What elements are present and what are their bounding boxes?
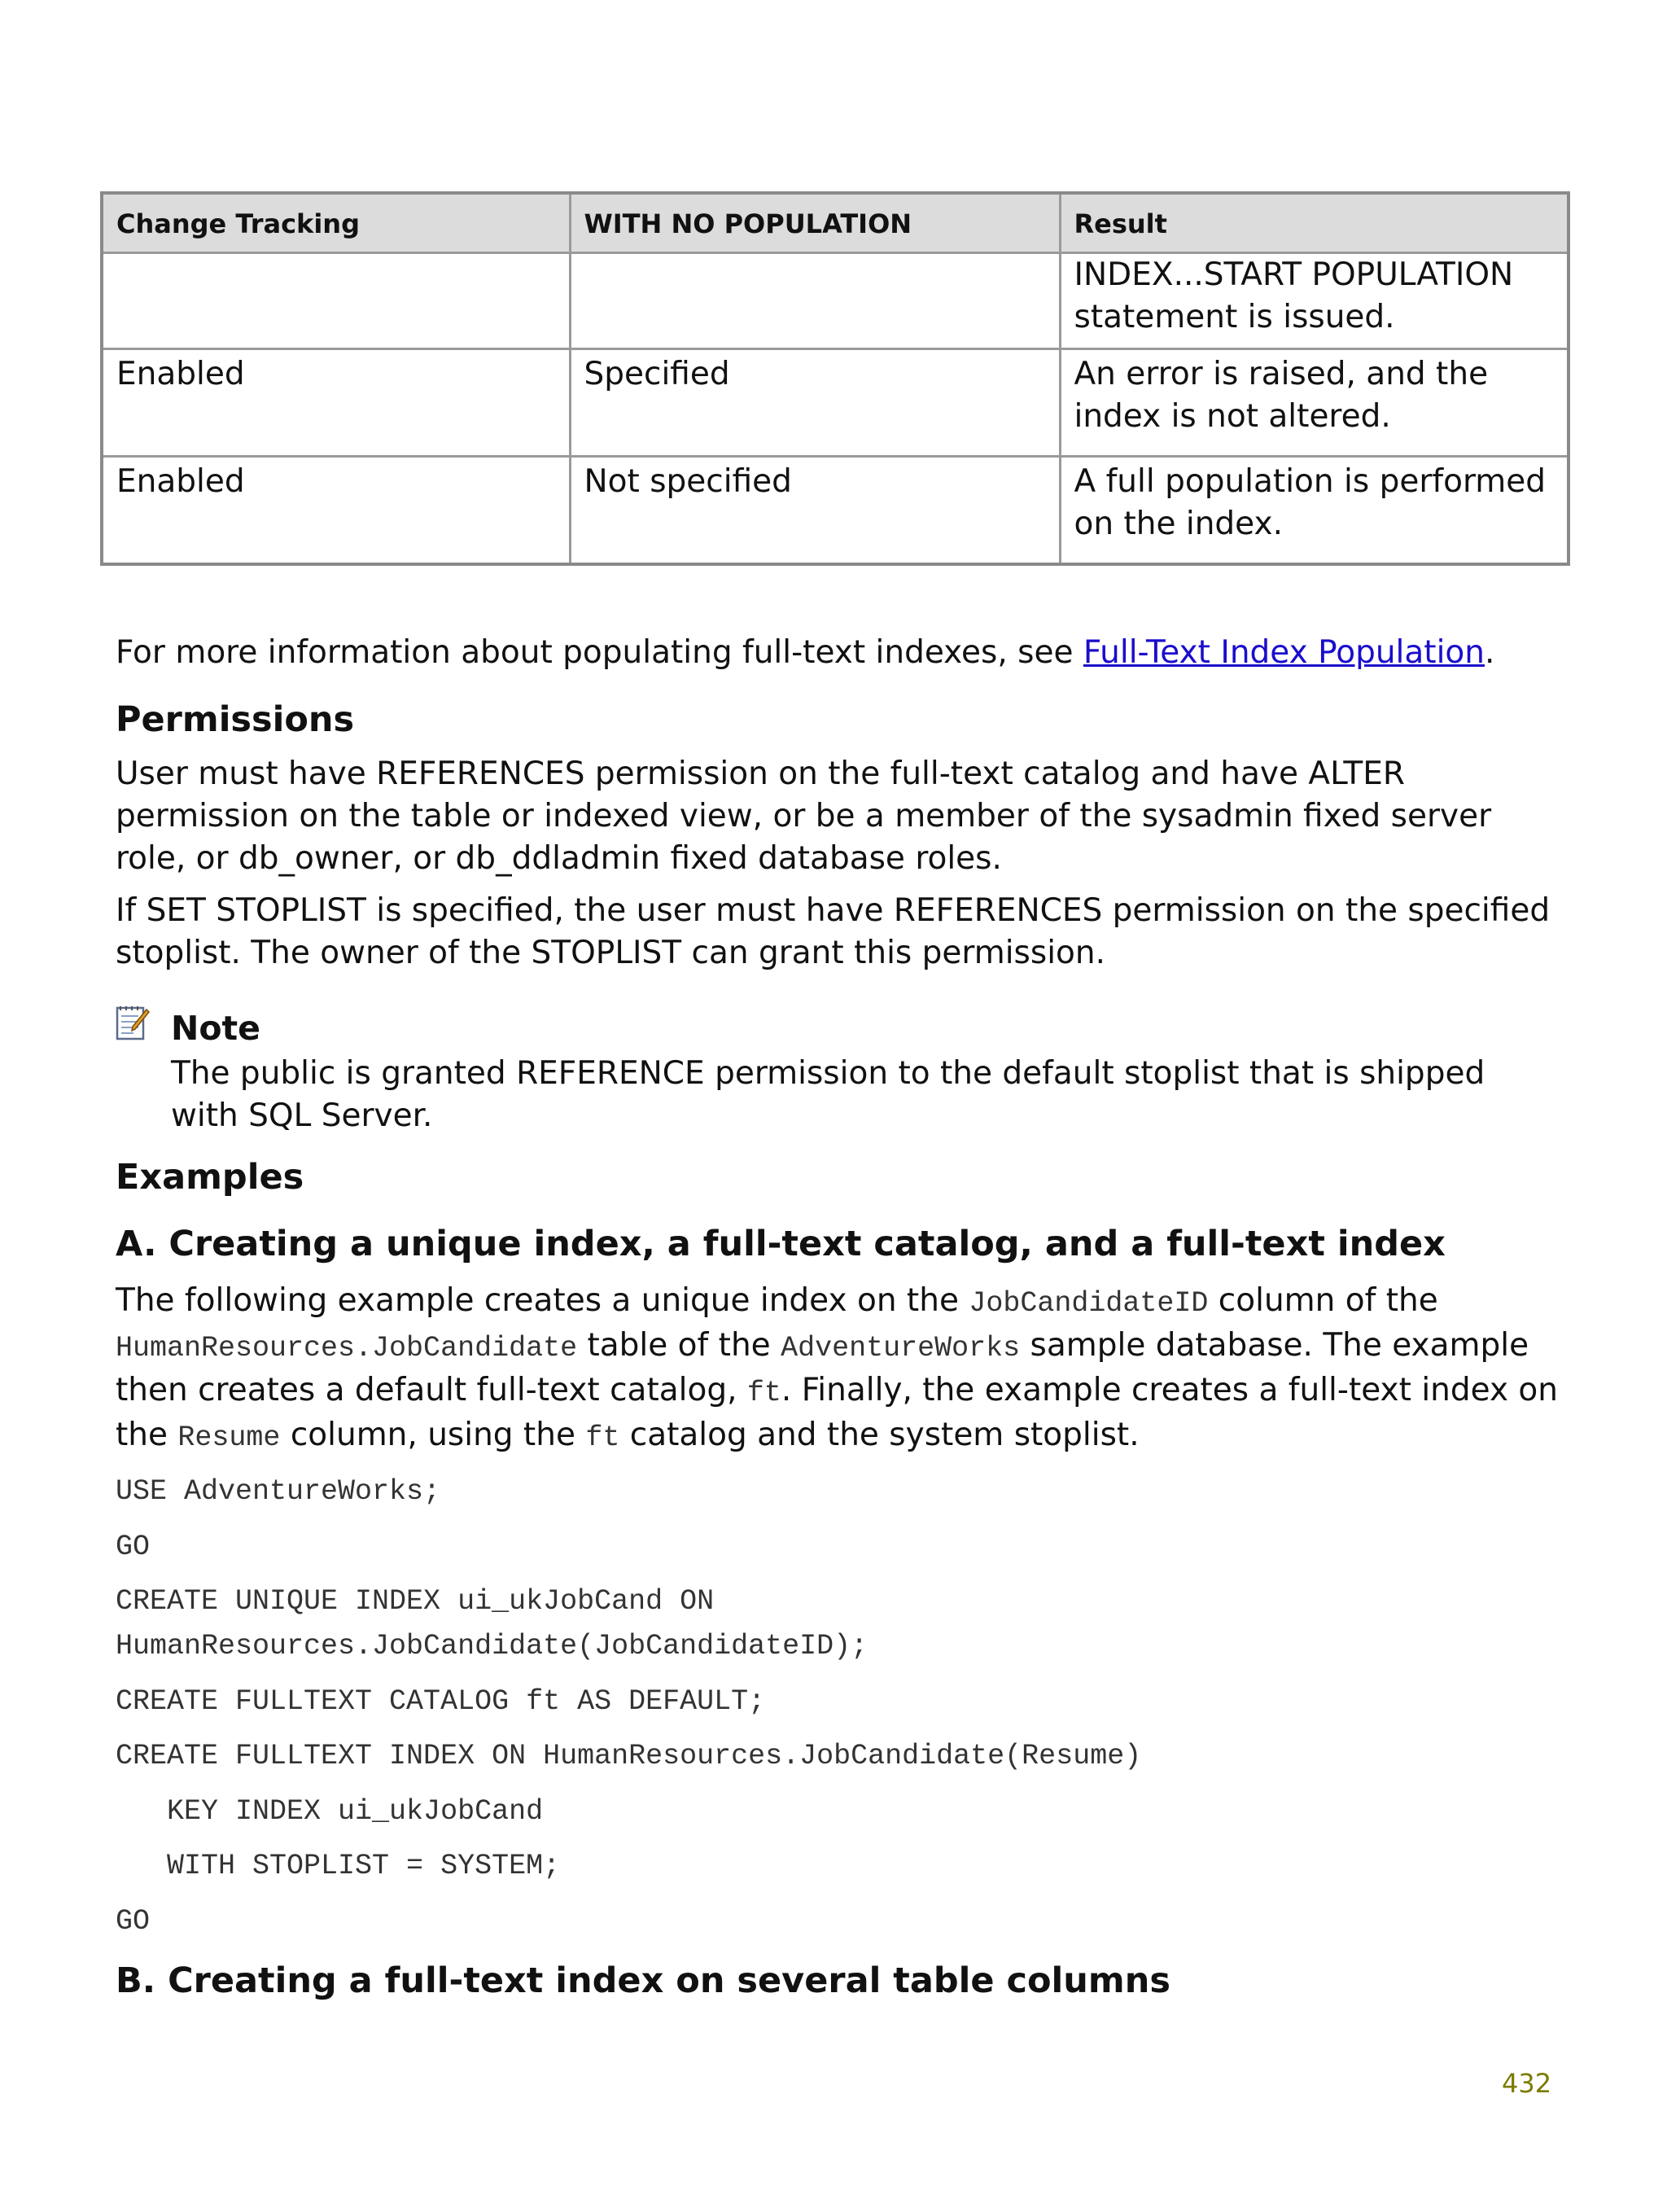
note-title: Note <box>171 1009 260 1048</box>
table-cell <box>102 253 570 349</box>
intro-text: column, using the <box>280 1417 586 1453</box>
inline-code: HumanResources.JobCandidate <box>116 1332 578 1364</box>
table-cell: INDEX...START POPULATION statement is issued. <box>1060 253 1569 349</box>
table-row <box>102 349 1569 457</box>
table-cell <box>570 253 1060 349</box>
code-line: CREATE FULLTEXT CATALOG ft AS DEFAULT; <box>116 1685 766 1718</box>
code-line: WITH STOPLIST = SYSTEM; <box>116 1850 561 1882</box>
example-a-heading: A. Creating a unique index, a full-text catalog, and a full-text index <box>116 1224 1446 1264</box>
table-row <box>102 457 1569 564</box>
page-number: 432 <box>1502 2068 1552 2099</box>
table-cell: Specified <box>570 349 1060 457</box>
table-row <box>102 253 1569 349</box>
column-header-change-tracking: Change Tracking <box>102 193 570 253</box>
inline-code: ft <box>585 1421 620 1454</box>
table-cell: Enabled <box>102 457 570 564</box>
code-line: GO <box>116 1531 151 1563</box>
table-header-row <box>102 193 1569 253</box>
examples-heading: Examples <box>116 1157 304 1198</box>
note-body: The public is granted REFERENCE permission to the default stoplist that is shipped with SQL Server. <box>171 1055 1485 1134</box>
code-line: KEY INDEX ui_ukJobCand <box>116 1795 544 1828</box>
inline-code: ft <box>746 1377 781 1409</box>
inline-code: AdventureWorks <box>781 1332 1021 1364</box>
stoplist-permission-paragraph: If SET STOPLIST is specified, the user must have REFERENCES permission on the specified stoplist. The owner of the STOPLIST can grant this permission. <box>116 892 1551 971</box>
permissions-heading: Permissions <box>116 699 355 740</box>
code-line: GO <box>116 1905 151 1938</box>
code-line: CREATE FULLTEXT INDEX ON HumanResources.JobCandidate(Resume) <box>116 1740 1142 1772</box>
example-a-intro <box>116 1280 1564 1459</box>
table-cell: Enabled <box>102 349 570 457</box>
inline-code: Resume <box>177 1421 281 1454</box>
permissions-paragraph: User must have REFERENCES permission on the full-text catalog and have ALTER permission on the table or indexed view, or be a member of the sysadmin fixed server role, or db_owner, or db_ddladmin fixed database roles. <box>116 756 1492 877</box>
intro-text: The following example creates a unique index on the <box>116 1282 969 1319</box>
code-line: USE AdventureWorks; <box>116 1475 441 1508</box>
intro-text: catalog and the system stoplist. <box>619 1417 1140 1453</box>
table-cell: Not specified <box>570 457 1060 564</box>
full-text-index-population-link[interactable]: Full-Text Index Population <box>1083 634 1485 671</box>
more-info-paragraph <box>116 632 1494 674</box>
intro-text: . Finally, the example creates a full-text index on the <box>116 1372 1558 1453</box>
note-pad-icon <box>114 1003 150 1042</box>
column-header-with-no-population: WITH NO POPULATION <box>570 193 1060 253</box>
more-info-suffix: . <box>1484 634 1495 671</box>
population-table <box>100 191 1570 566</box>
more-info-text: For more information about populating full-text indexes, see <box>116 634 1083 671</box>
code-line: HumanResources.JobCandidate(JobCandidateID); <box>116 1630 869 1662</box>
intro-text: sample database. The example then creates a default full-text catalog, <box>116 1327 1529 1408</box>
column-header-result: Result <box>1060 193 1569 253</box>
intro-text: column of the <box>1208 1282 1438 1319</box>
code-line: CREATE UNIQUE INDEX ui_ukJobCand ON <box>116 1585 715 1618</box>
example-b-heading: B. Creating a full-text index on several table columns <box>116 1960 1170 2001</box>
intro-text: table of the <box>577 1327 781 1364</box>
inline-code: JobCandidateID <box>969 1287 1209 1320</box>
table-cell: An error is raised, and the index is not altered. <box>1060 349 1569 457</box>
table-cell: A full population is performed on the index. <box>1060 457 1569 564</box>
